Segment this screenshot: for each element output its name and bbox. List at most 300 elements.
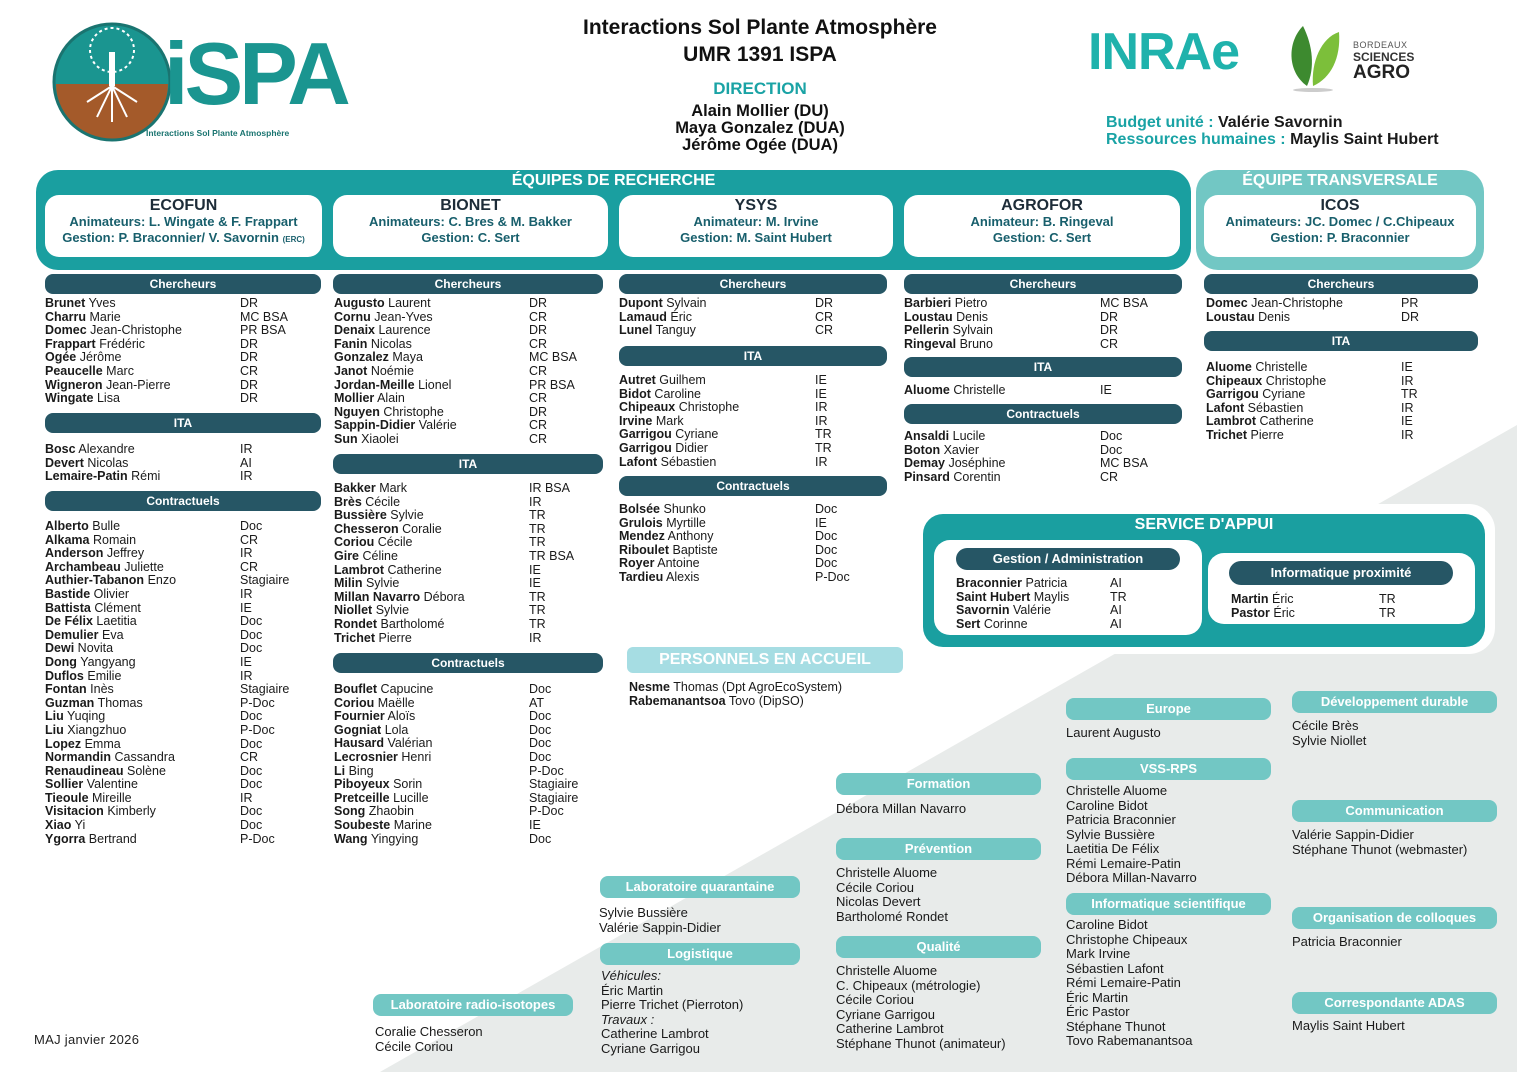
grade: Doc — [815, 502, 838, 516]
list-item: Patricia Braconnier — [1292, 934, 1402, 949]
first-name: Denis — [956, 309, 989, 324]
grade: Doc — [240, 709, 263, 724]
grade: DR — [240, 377, 259, 392]
member-row — [904, 444, 1160, 458]
member-list — [619, 374, 875, 469]
last-name: Sappin-Didier — [334, 418, 416, 433]
first-name: Éric — [670, 309, 692, 324]
grade: MC BSA — [1100, 456, 1148, 471]
member-row — [45, 642, 300, 656]
member-row — [334, 536, 589, 550]
grade: IR — [1401, 400, 1414, 415]
last-name: Cornu — [334, 309, 371, 324]
grade: TR — [1379, 605, 1396, 620]
first-name: Inès — [90, 682, 114, 697]
page-title — [540, 14, 980, 68]
first-name: Laetitia — [96, 614, 137, 629]
member-row — [904, 324, 1160, 338]
last-name: Liu — [45, 709, 64, 724]
member-row — [334, 683, 589, 697]
grade: Doc — [529, 831, 552, 846]
first-name: Eva — [101, 627, 124, 642]
grade: CR — [240, 363, 259, 378]
member-row — [334, 819, 589, 833]
first-name: Clément — [94, 600, 141, 615]
grade: IR — [529, 630, 542, 645]
first-name: Corinne — [983, 616, 1028, 631]
member-row — [45, 615, 300, 629]
deputy-director: Jérôme Ogée (DUA) — [682, 136, 838, 154]
first-name: Enzo — [147, 573, 177, 588]
last-name: Lafont — [619, 454, 658, 469]
last-name: Augusto — [334, 296, 385, 310]
grade: IE — [529, 817, 541, 832]
member-row — [619, 456, 875, 470]
member-row — [334, 523, 589, 537]
team-name: ECOFUN — [149, 197, 218, 214]
member-row — [45, 392, 300, 406]
list-item: Patricia Braconnier — [1066, 812, 1176, 827]
budget-name: Valérie Savornin — [1217, 114, 1343, 131]
last-name: Autret — [619, 373, 656, 387]
last-name: Ringeval — [904, 336, 957, 351]
member-list — [334, 683, 589, 846]
first-name: Denis — [1258, 309, 1291, 324]
list-item: Éric Martin — [601, 982, 664, 998]
first-name: Joséphine — [948, 456, 1006, 471]
service-title: SERVICE D'APPUI — [1134, 516, 1274, 533]
grade: Stagiaire — [240, 573, 290, 588]
member-row — [619, 544, 875, 558]
grade: IE — [529, 562, 541, 577]
grade: IR — [240, 546, 253, 561]
grade: P-Doc — [529, 763, 564, 778]
first-name: Thomas (Dpt AgroEcoSystem) — [673, 680, 843, 694]
grade: P-Doc — [240, 695, 275, 710]
last-name: Lopez — [45, 736, 82, 751]
first-name: Emma — [84, 736, 121, 751]
tree-logo-icon — [52, 22, 177, 144]
last-name: Sun — [334, 431, 358, 446]
first-name: Lisa — [96, 391, 120, 406]
first-name: Pierre — [1250, 427, 1284, 442]
grade: DR — [240, 391, 259, 406]
member-row — [334, 406, 589, 420]
grade: DR — [1100, 309, 1119, 324]
last-name: Li — [334, 763, 346, 778]
section-label-chercheurs: Chercheurs — [1204, 274, 1478, 294]
member-list — [334, 482, 589, 645]
member-row — [334, 751, 589, 765]
grade: TR — [529, 589, 546, 604]
grade: CR — [529, 391, 548, 406]
first-name: Maylis — [1033, 589, 1070, 604]
team-card-icos — [1204, 195, 1476, 257]
section-label-chercheurs: Chercheurs — [45, 274, 321, 294]
grade: CR — [529, 336, 548, 351]
last-name: Gire — [334, 548, 360, 563]
list-item: Débora Millan Navarro — [836, 801, 967, 816]
first-name: Yingying — [370, 831, 419, 846]
last-name: Lemaire-Patin — [45, 469, 128, 484]
grade: AI — [1110, 603, 1122, 618]
grade: IR — [240, 790, 253, 805]
last-name: Authier-Tabanon — [45, 573, 145, 588]
list-item: Sébastien Lafont — [1066, 960, 1164, 976]
function-members — [1066, 726, 1161, 741]
grade: DR — [240, 336, 259, 351]
team-card-agrofor — [904, 195, 1180, 257]
last-name: Brès — [334, 494, 362, 509]
grade: P-Doc — [529, 804, 564, 819]
team-card-ysys — [619, 195, 893, 257]
first-name: Henri — [401, 749, 432, 764]
last-name: Loustau — [1206, 309, 1255, 324]
last-name: Frappart — [45, 336, 96, 351]
grade: TR BSA — [529, 548, 575, 563]
grade: PR BSA — [529, 377, 575, 392]
grade: TR — [529, 603, 546, 618]
last-name: Grulois — [619, 515, 663, 530]
grade: Doc — [815, 529, 838, 544]
list-item: Sylvie Bussière — [599, 905, 688, 920]
grade: MC BSA — [240, 309, 288, 324]
grade: AT — [529, 695, 545, 710]
function-members — [1292, 935, 1402, 950]
member-list — [334, 297, 589, 447]
member-row — [619, 324, 875, 338]
section-label-ita: ITA — [45, 413, 321, 433]
sub-heading: Travaux : — [601, 1011, 655, 1027]
member-row — [619, 557, 875, 571]
grade: CR — [529, 431, 548, 446]
last-name: Bosc — [45, 442, 76, 456]
update-date: MAJ janvier 2026 — [34, 1032, 140, 1047]
member-row — [334, 604, 589, 618]
first-name: Sorin — [393, 777, 423, 792]
grade: DR — [1100, 323, 1119, 338]
member-row — [45, 365, 300, 379]
list-item: Coralie Chesseron — [375, 1024, 483, 1039]
first-name: Valérie — [418, 418, 457, 433]
team-leaders: Animateurs: L. Wingate & F. Frappart — [69, 214, 298, 229]
hr-label: Ressources humaines : — [1106, 131, 1291, 148]
member-row — [1206, 361, 1461, 375]
section-label-chercheurs: Chercheurs — [333, 274, 603, 294]
first-name: Maëlle — [377, 695, 415, 710]
first-name: Guilhem — [659, 373, 706, 387]
last-name: Brunet — [45, 296, 86, 310]
last-name: Ygorra — [45, 831, 86, 846]
inrae-logo: INRAe — [1088, 23, 1240, 81]
section-label-ita: ITA — [619, 346, 887, 366]
member-row — [904, 471, 1160, 485]
grade: P-Doc — [240, 831, 275, 846]
member-row — [334, 737, 589, 751]
member-row — [619, 374, 875, 388]
member-row — [334, 778, 589, 792]
last-name: De Félix — [45, 614, 93, 629]
team-name: AGROFOR — [1001, 197, 1083, 214]
function-label: Prévention — [836, 838, 1041, 860]
member-row — [45, 457, 300, 471]
last-name: Niollet — [334, 603, 373, 618]
member-row — [1206, 311, 1461, 325]
function-members — [599, 906, 721, 935]
member-row — [45, 792, 300, 806]
member-row — [334, 338, 589, 352]
list-item: Nicolas Devert — [836, 894, 921, 909]
grade: Doc — [240, 763, 263, 778]
list-item: Cécile Coriou — [836, 879, 915, 895]
list-item: Stéphane Thunot (webmaster) — [1292, 841, 1468, 857]
first-name: Juliette — [124, 559, 164, 574]
grade: Doc — [240, 641, 263, 656]
grade: Doc — [240, 736, 263, 751]
member-list — [1206, 361, 1461, 443]
list-item: Maylis Saint Hubert — [1292, 1018, 1405, 1033]
team-name: BIONET — [440, 197, 501, 214]
grade: P-Doc — [815, 569, 850, 584]
first-name: Pierre — [378, 630, 412, 645]
grade: Doc — [240, 627, 263, 642]
section-label-ita: ITA — [333, 454, 603, 474]
first-name: Jeffrey — [106, 546, 145, 561]
grade: Doc — [240, 614, 263, 629]
first-name: Jean-Pierre — [106, 377, 171, 392]
last-name: Demay — [904, 456, 945, 471]
member-row — [334, 632, 589, 646]
member-row — [45, 297, 300, 311]
member-row — [619, 388, 875, 402]
first-name: Myrtille — [666, 515, 706, 530]
list-item: Cécile Coriou — [375, 1038, 454, 1054]
grade: Stagiaire — [240, 682, 290, 697]
member-row — [619, 428, 875, 442]
transversal-team-title: ÉQUIPE TRANSVERSALE — [1242, 172, 1438, 189]
member-row — [334, 564, 589, 578]
first-name: Marc — [106, 363, 134, 378]
last-name: Irvine — [619, 413, 653, 428]
grade: TR — [529, 508, 546, 523]
member-row — [904, 297, 1160, 311]
last-name: Millan Navarro — [334, 589, 421, 604]
list-item: Débora Millan-Navarro — [1066, 870, 1197, 885]
team-name: ICOS — [1320, 197, 1360, 214]
function-members — [1066, 784, 1197, 886]
last-name: Pellerin — [904, 323, 950, 338]
member-row — [334, 509, 589, 523]
first-name: Lucille — [393, 790, 429, 805]
first-name: Shunko — [663, 502, 706, 516]
grade: AI — [1110, 616, 1122, 631]
member-row — [956, 591, 1156, 605]
function-label: Informatique scientifique — [1066, 893, 1271, 915]
grade: IE — [240, 600, 252, 615]
grade: CR — [240, 750, 259, 765]
first-name: Antoine — [657, 556, 700, 571]
team-note: (ERC) — [282, 234, 305, 244]
last-name: Bidot — [619, 386, 651, 401]
first-name: Lucile — [952, 429, 986, 443]
last-name: Guzman — [45, 695, 95, 710]
member-row — [334, 724, 589, 738]
list-item: Cécile Coriou — [836, 992, 915, 1007]
first-name: Kimberly — [107, 804, 156, 819]
first-name: Caroline — [654, 386, 701, 401]
grade: IE — [1401, 414, 1413, 429]
first-name: Xiangzhuo — [67, 722, 127, 737]
list-item: Caroline Bidot — [1066, 917, 1148, 932]
member-row — [45, 443, 300, 457]
first-name: Sylvain — [666, 296, 707, 310]
list-item — [629, 695, 929, 709]
last-name: Ansaldi — [904, 429, 950, 443]
member-row — [334, 710, 589, 724]
member-list — [619, 503, 875, 585]
title-line-1: Interactions Sol Plante Atmosphère — [583, 16, 937, 39]
last-name: Alkama — [45, 532, 90, 547]
member-row — [334, 550, 589, 564]
last-name: Janot — [334, 363, 368, 378]
member-row — [334, 433, 589, 447]
last-name: Visitacion — [45, 804, 104, 819]
last-name: Pastor — [1231, 605, 1270, 620]
first-name: Jean-Christophe — [1251, 296, 1343, 310]
first-name: Cécile — [377, 535, 413, 550]
last-name: Gogniat — [334, 722, 382, 737]
team-management: Gestion: C. Sert — [421, 229, 520, 245]
first-name: Yi — [74, 818, 86, 833]
member-row — [334, 324, 589, 338]
first-name: Sylvie — [375, 603, 410, 618]
section-label-contractuels: Contractuels — [333, 653, 603, 673]
grade: Doc — [529, 682, 552, 696]
team-management: Gestion: C. Sert — [992, 229, 1092, 245]
grade: DR — [815, 296, 834, 310]
member-row — [1206, 375, 1461, 389]
member-row — [619, 517, 875, 531]
list-item: Éric Pastor — [1066, 1004, 1130, 1019]
last-name: Wingate — [45, 391, 94, 406]
grade: CR — [529, 363, 548, 378]
accueil-list — [629, 681, 929, 708]
function-label: Communication — [1292, 800, 1497, 822]
gestion-label: Gestion / Administration — [956, 548, 1180, 570]
first-name: Anthony — [667, 529, 714, 544]
grade: TR — [815, 440, 832, 455]
grade: Doc — [529, 709, 552, 724]
list-item: Éric Martin — [1066, 989, 1129, 1005]
grade: Doc — [240, 777, 263, 792]
first-name: Christophe — [678, 400, 740, 415]
member-row — [1206, 388, 1461, 402]
first-name: Nicolas — [370, 336, 412, 351]
info-label: Informatique proximité — [1229, 561, 1453, 585]
member-row — [334, 805, 589, 819]
team-leaders: Animateurs: JC. Domec / C.Chipeaux — [1225, 214, 1455, 229]
last-name: Rondet — [334, 616, 378, 631]
first-name: Valentine — [86, 777, 138, 792]
member-list — [904, 430, 1160, 484]
function-label: Europe — [1066, 698, 1271, 720]
member-row — [904, 384, 1160, 398]
last-name: Nguyen — [334, 404, 380, 419]
grade: IR — [240, 586, 253, 601]
list-item: Mark Irvine — [1066, 946, 1131, 961]
member-row — [619, 401, 875, 415]
list-item: Stéphane Thunot — [1066, 1018, 1166, 1034]
last-name: Archambeau — [45, 559, 121, 574]
last-name: Trichet — [1206, 427, 1247, 442]
member-row — [619, 311, 875, 325]
first-name: Nicolas — [87, 455, 129, 470]
bsa-line-1: BORDEAUX — [1353, 40, 1408, 50]
ispa-logo-text: iSPA — [164, 24, 347, 123]
function-members — [601, 969, 743, 1056]
first-name: Xiaolei — [361, 431, 399, 446]
last-name: Bolsée — [619, 502, 660, 516]
member-row — [334, 591, 589, 605]
list-item: Laetitia De Félix — [1066, 841, 1160, 856]
last-name: Piboyeux — [334, 777, 390, 792]
member-row — [334, 419, 589, 433]
member-row — [334, 365, 589, 379]
member-row — [334, 392, 589, 406]
team-card-bionet — [333, 195, 608, 257]
grade: Stagiaire — [529, 777, 579, 792]
list-item: Cécile Brès — [1292, 718, 1359, 733]
team-leaders: Animateur: B. Ringeval — [970, 214, 1114, 229]
member-row — [45, 520, 300, 534]
director: Alain Mollier (DU) — [691, 102, 829, 120]
last-name: Coriou — [334, 695, 375, 710]
first-name: Valérie — [1012, 603, 1051, 618]
last-name: Aluome — [904, 383, 950, 397]
member-row — [956, 604, 1156, 618]
team-card-ecofun — [45, 195, 322, 257]
list-item: Rémi Lemaire-Patin — [1066, 855, 1181, 871]
last-name: Rabemanantsoa — [629, 693, 726, 708]
team-management: Gestion: P. Braconnier/ V. Savornin — [62, 229, 279, 245]
first-name: Valérian — [387, 736, 433, 751]
last-name: Domec — [45, 323, 87, 338]
first-name: Emilie — [87, 668, 122, 683]
first-name: Christelle — [1255, 360, 1308, 374]
grade: IE — [240, 654, 252, 669]
first-name: Jean-Yves — [374, 309, 433, 324]
last-name: Lafont — [1206, 400, 1245, 415]
first-name: Frédéric — [99, 336, 146, 351]
list-item: Christophe Chipeaux — [1066, 931, 1188, 947]
member-row — [45, 324, 300, 338]
last-name: Mendez — [619, 529, 665, 544]
list-item: Tovo Rabemanantsoa — [1066, 1033, 1193, 1048]
member-row — [45, 724, 300, 738]
last-name: Normandin — [45, 750, 111, 765]
first-name: Capucine — [380, 682, 434, 696]
list-item: Sylvie Bussière — [1066, 826, 1155, 842]
function-members — [1292, 1019, 1405, 1034]
last-name: Chipeaux — [1206, 373, 1263, 388]
first-name: Éric — [1271, 592, 1294, 606]
list-item: Bartholomé Rondet — [836, 908, 949, 924]
section-label-contractuels: Contractuels — [45, 491, 321, 511]
grade: IR — [1401, 427, 1414, 442]
section-label-chercheurs: Chercheurs — [619, 274, 887, 294]
team-leaders: Animateur: M. Irvine — [693, 214, 819, 229]
section-label-ita: ITA — [904, 357, 1182, 377]
